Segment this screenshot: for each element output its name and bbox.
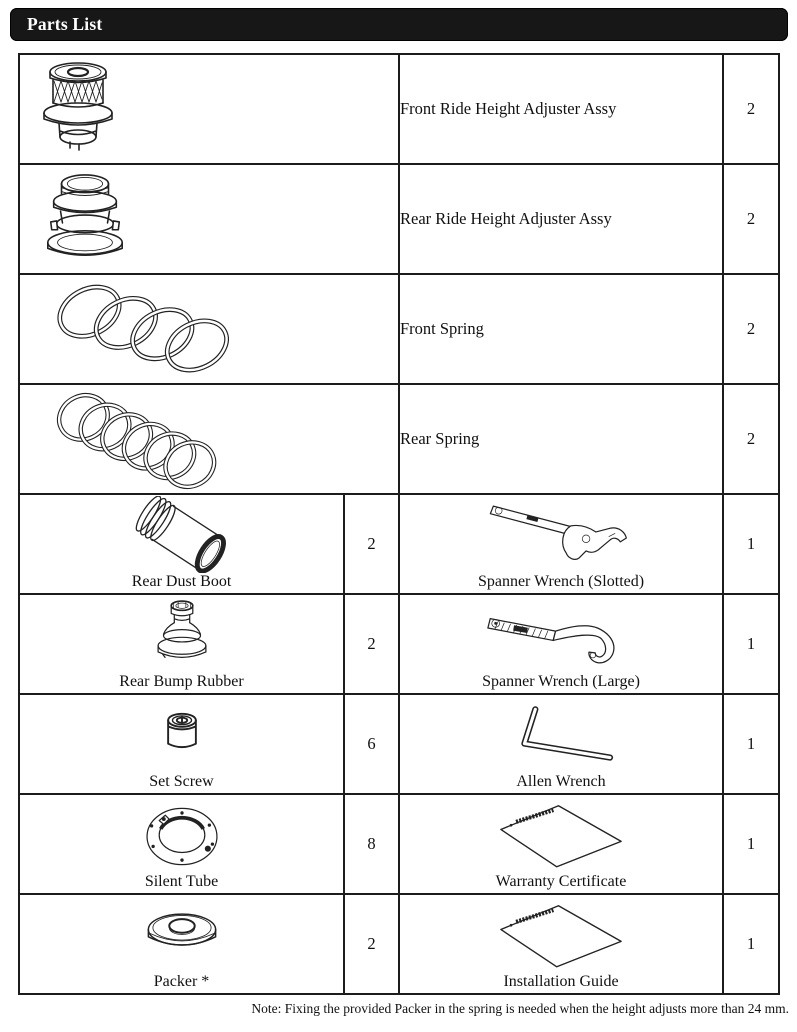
- part-image-cell: [19, 164, 399, 274]
- part-label: Spanner Wrench (Large): [482, 673, 640, 690]
- part-name: Rear Ride Height Adjuster Assy: [399, 164, 723, 274]
- part-qty: 2: [344, 494, 399, 594]
- footnote: Note: Fixing the provided Packer in the spring is needed when the height adjusts more than 24 mm.: [251, 1001, 789, 1016]
- part-image-cell: [19, 54, 399, 164]
- part-qty: 2: [723, 164, 779, 274]
- part-label: Silent Tube: [144, 873, 219, 890]
- part-image-cell: [19, 694, 344, 794]
- table-row: [19, 494, 779, 594]
- part-label: Packer *: [153, 973, 210, 990]
- table-row: [19, 164, 779, 274]
- rear-spring-image: [20, 387, 246, 491]
- allen-wrench-image: [491, 700, 631, 770]
- rear-bump-rubber-image: [139, 598, 225, 672]
- part-label: Rear Dust Boot: [131, 573, 232, 590]
- part-name: Front Ride Height Adjuster Assy: [399, 54, 723, 164]
- part-image-cell: [19, 894, 344, 994]
- parts-list-header: [10, 8, 788, 41]
- part-name: Rear Spring: [399, 384, 723, 494]
- installation-guide-image: [486, 899, 636, 971]
- silent-tube-image: [132, 797, 232, 873]
- part-qty: 2: [723, 54, 779, 164]
- part-qty: 1: [723, 694, 779, 794]
- table-row: [19, 274, 779, 384]
- part-image-cell: [19, 274, 399, 384]
- table-row: [19, 594, 779, 694]
- part-qty: 6: [344, 694, 399, 794]
- parts-table: [18, 53, 780, 995]
- part-label: Set Screw: [149, 773, 214, 790]
- part-image-cell: [19, 384, 399, 494]
- part-qty: 1: [723, 494, 779, 594]
- spanner-wrench-slotted-image: [472, 497, 650, 573]
- part-image-cell: [19, 594, 344, 694]
- part-qty: 2: [723, 274, 779, 384]
- table-row: [19, 694, 779, 794]
- set-screw-image: [156, 709, 208, 761]
- packer-image: [132, 905, 232, 965]
- table-row: [19, 794, 779, 894]
- part-image-cell: [19, 494, 344, 594]
- part-qty: 1: [723, 594, 779, 694]
- part-name: Front Spring: [399, 274, 723, 384]
- part-label: Rear Bump Rubber: [119, 673, 244, 690]
- part-qty: 8: [344, 794, 399, 894]
- part-qty: 1: [723, 894, 779, 994]
- part-qty: 2: [344, 594, 399, 694]
- part-qty: 2: [344, 894, 399, 994]
- part-label: Spanner Wrench (Slotted): [477, 573, 645, 590]
- spanner-wrench-large-image: [471, 600, 651, 670]
- part-image-cell: [19, 794, 344, 894]
- table-row: [19, 384, 779, 494]
- part-image-cell: [399, 594, 723, 694]
- part-image-cell: [399, 894, 723, 994]
- part-label: Allen Wrench: [516, 773, 606, 790]
- part-image-cell: [399, 794, 723, 894]
- part-image-cell: [399, 694, 723, 794]
- part-label: Installation Guide: [503, 973, 619, 990]
- table-row: [19, 894, 779, 994]
- part-qty: 2: [723, 384, 779, 494]
- part-image-cell: [399, 494, 723, 594]
- page-title: Parts List: [27, 14, 103, 34]
- front-ride-height-adjuster-image: [20, 61, 136, 157]
- rear-dust-boot-image: [120, 496, 243, 573]
- part-label: Warranty Certificate: [495, 873, 627, 890]
- warranty-certificate-image: [486, 799, 636, 871]
- part-qty: 1: [723, 794, 779, 894]
- rear-ride-height-adjuster-image: [20, 172, 150, 266]
- front-spring-image: [20, 277, 256, 381]
- table-row: [19, 54, 779, 164]
